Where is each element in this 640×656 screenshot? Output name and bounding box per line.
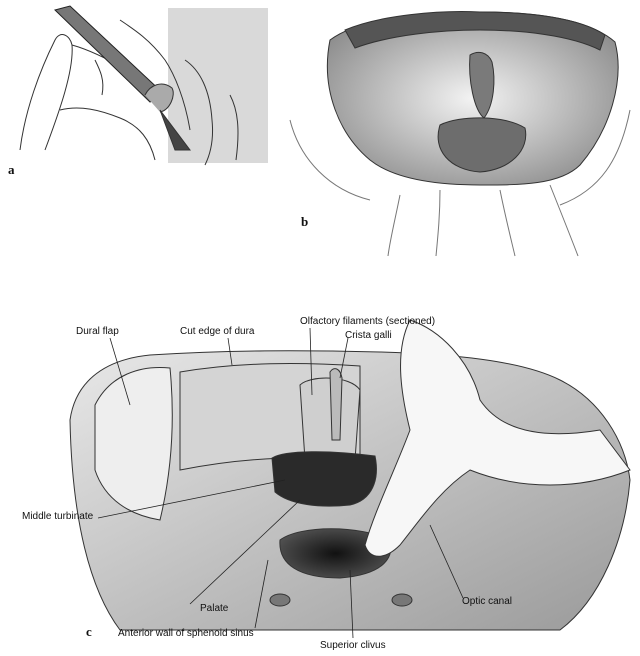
label-superior-clivus: Superior clivus	[320, 640, 386, 651]
label-cut-edge-of-dura: Cut edge of dura	[180, 326, 255, 337]
crista-galli-shape	[330, 369, 342, 440]
panel-a-skull-outline	[20, 35, 72, 150]
label-middle-turbinate: Middle turbinate	[22, 511, 94, 522]
panel-a-shaded-area	[168, 8, 268, 163]
olfactory-region	[300, 378, 360, 460]
label-optic-canal: Optic canal	[462, 596, 513, 607]
label-palate: Palate	[200, 603, 229, 614]
sphenoid-opening	[272, 452, 376, 506]
panel-b-drawing	[290, 12, 630, 256]
panel-letter-b: b	[301, 214, 309, 229]
label-olfactory-filaments: Olfactory filaments (sectioned)	[300, 316, 436, 327]
panel-c-drawing	[70, 320, 630, 630]
panel-letter-c: c	[86, 624, 92, 639]
label-crista-galli: Crista galli	[345, 330, 392, 341]
panel-letter-a: a	[8, 162, 15, 177]
surgical-instrument	[55, 6, 165, 102]
label-anterior-wall-sphenoid: Anterior wall of sphenoid sinus	[118, 628, 254, 639]
label-dural-flap: Dural flap	[76, 326, 119, 337]
panel-a-drawing	[20, 6, 268, 165]
